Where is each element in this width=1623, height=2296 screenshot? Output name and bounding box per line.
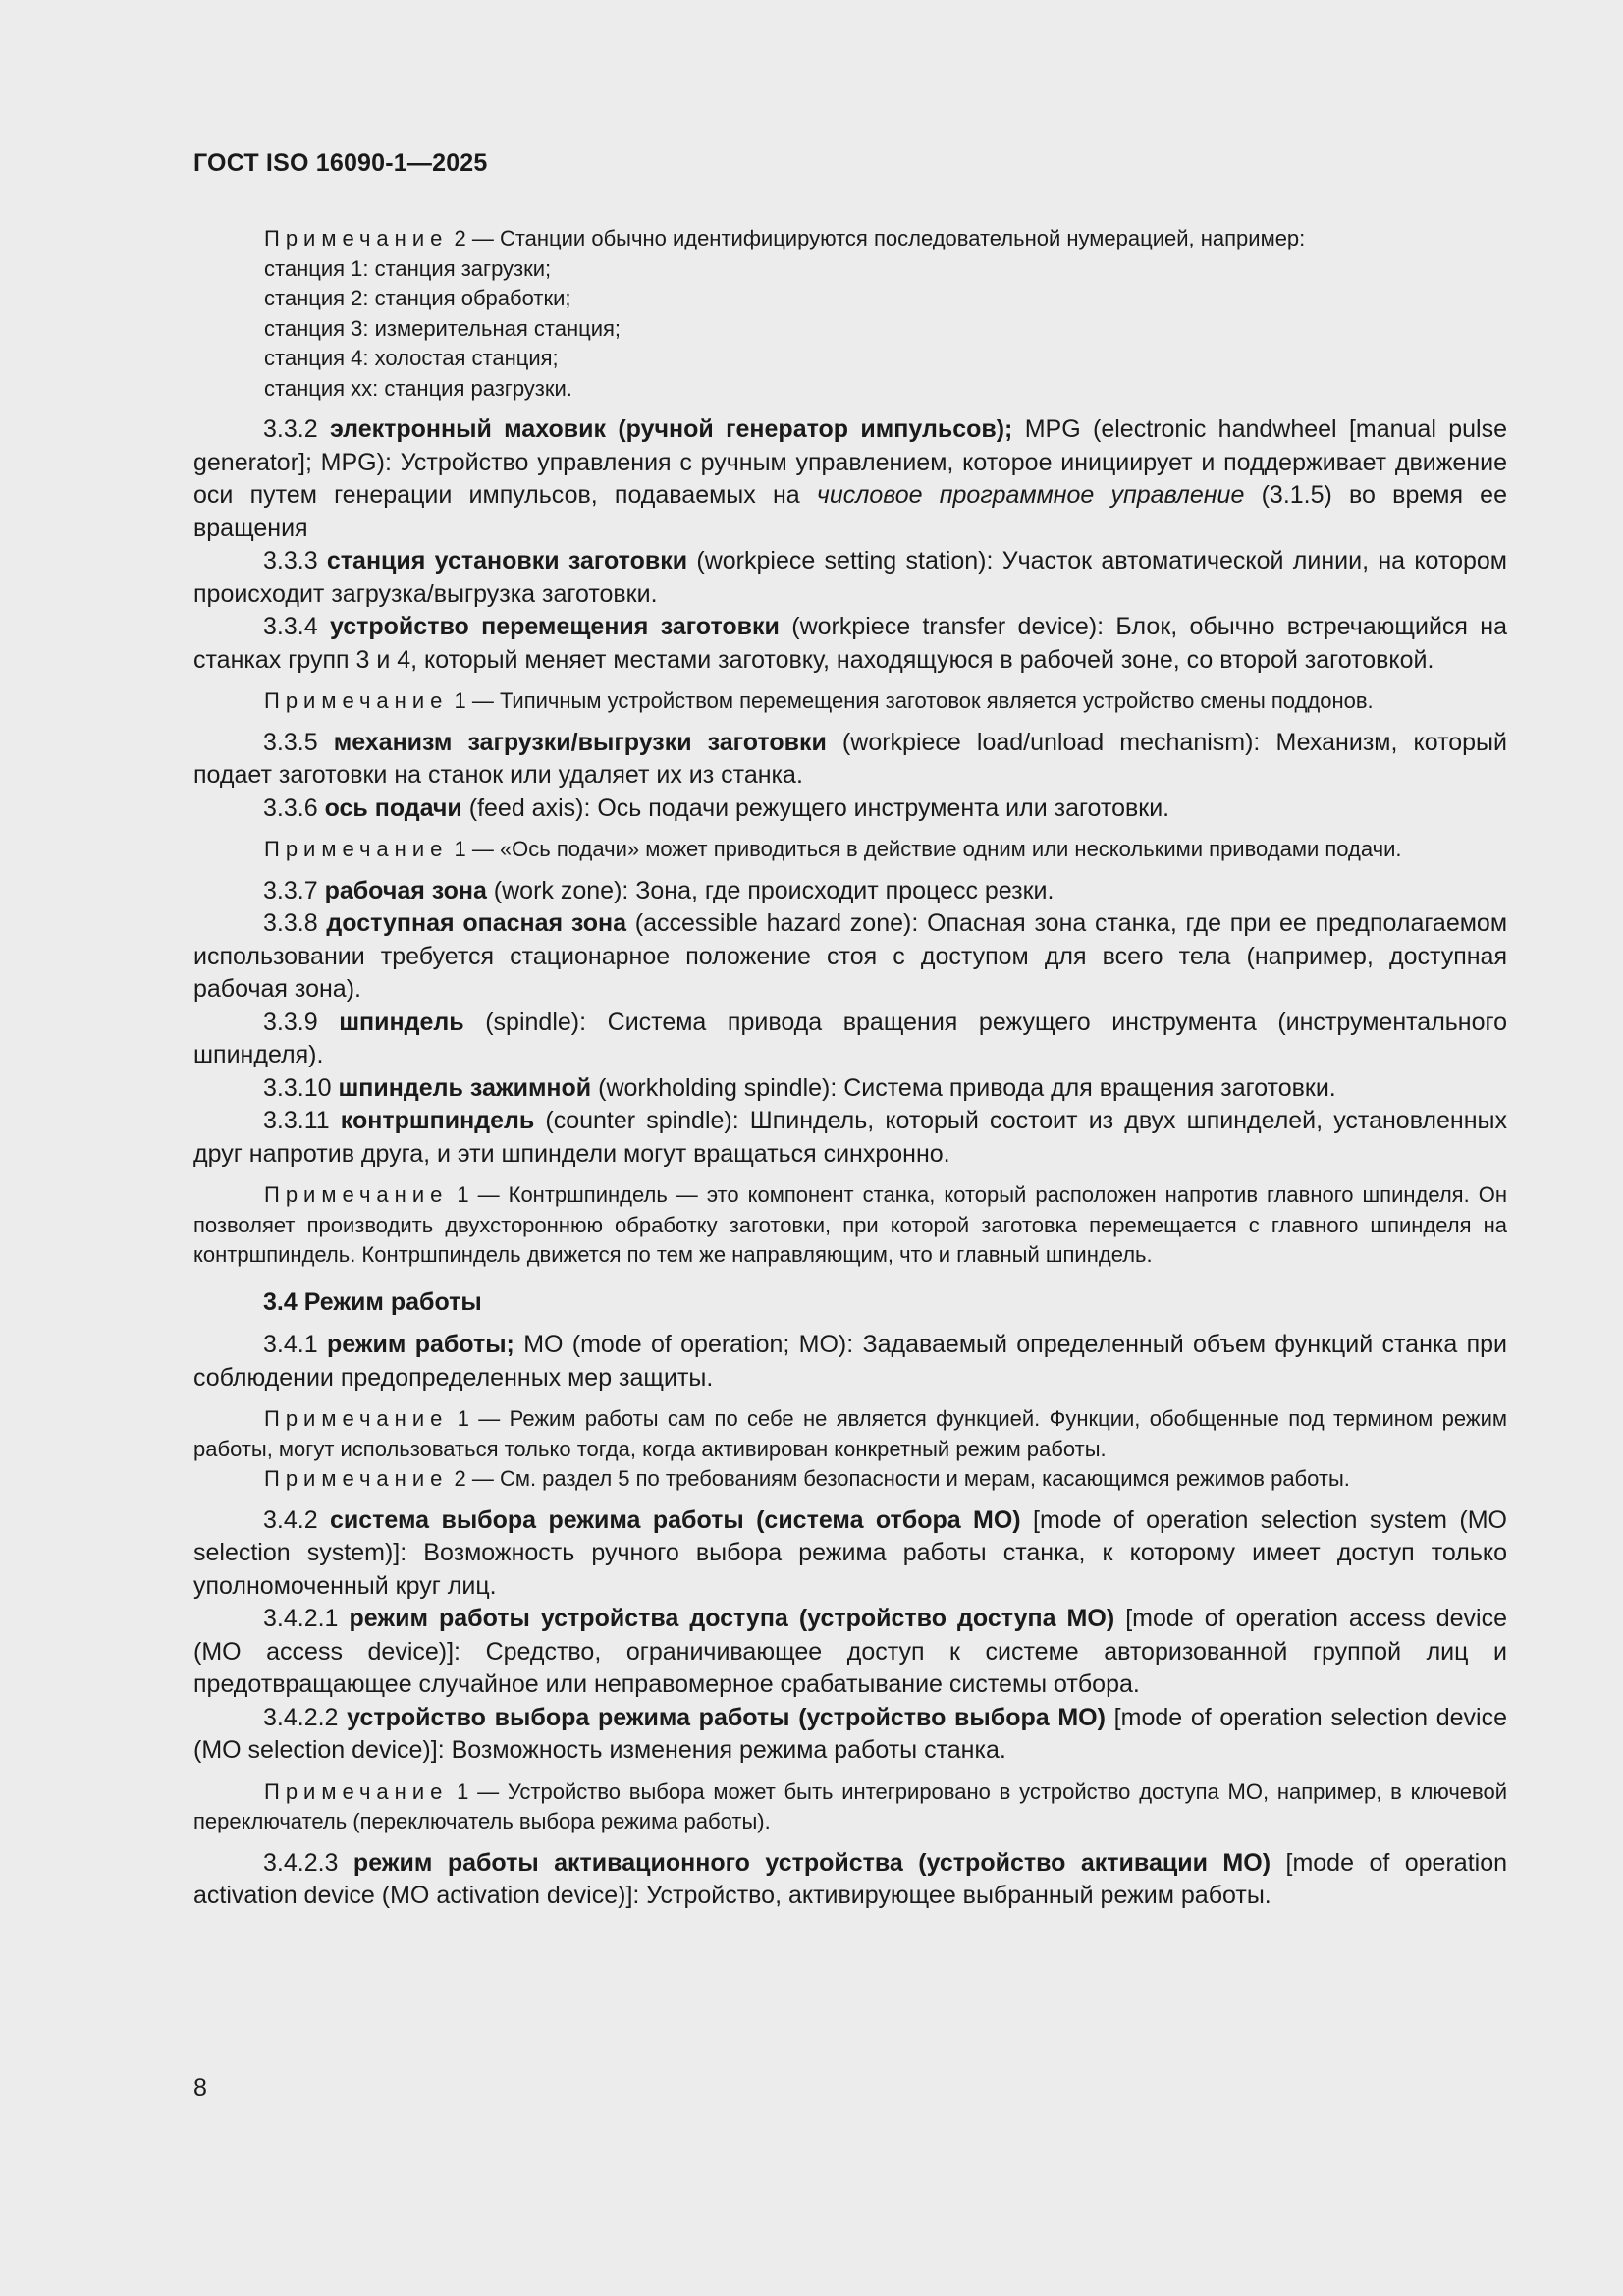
term-definition: (workpiece transfer device): Блок, обычно встречающийся на станках групп 3 и 4, который меняет местами заготовку, находящуюся в рабочей зоне, со второй заготовкой. <box>193 613 1507 674</box>
note-label: Примечание <box>264 1466 449 1491</box>
note-label: Примечание <box>264 1778 449 1804</box>
term-3-3-10 <box>193 1072 1507 1106</box>
term-definition: (accessible hazard zone): Опасная зона станка, где при ее предполагаемом использовании требуется стационарное положение стоя с доступом для всего тела (например, доступная рабочая зона). <box>193 909 1508 1003</box>
term-name: доступная опасная зона <box>326 909 626 937</box>
term-definition: [mode of operation access device (МО access device)]: Средство, ограничивающее доступ к системе авторизованной группой лиц и предотвращающее случайное или неправомерное срабатывание системы отбора. <box>193 1605 1508 1698</box>
term-definition: (feed axis): Ось подачи режущего инструмента или заготовки. <box>461 793 1170 822</box>
term-definition: (workholding spindle): Система привода для вращения заготовки. <box>591 1073 1336 1102</box>
term-name: механизм загрузки/выгрузки заготовки <box>333 728 827 756</box>
station-list-item: станция 3: измерительная станция; <box>264 315 622 341</box>
term-definition: (workpiece setting station): Участок автоматической линии, на котором происходит загрузка/выгрузка заготовки. <box>193 547 1507 608</box>
term-name: электронный маховик (ручной генератор импульсов); <box>329 415 1013 443</box>
note-number: 1 <box>457 1778 469 1804</box>
term-number: 3.3.3 <box>263 547 318 574</box>
note-text: — Устройство выбора может быть интегрировано в устройство доступа МО, например, в ключевой переключатель (переключатель выбора режима работы). <box>193 1778 1507 1833</box>
term-number: 3.3.9 <box>263 1008 318 1036</box>
term-3-3-3 <box>193 545 1507 611</box>
note-number: 2 <box>454 1466 466 1491</box>
term-number: 3.4.2 <box>263 1505 318 1534</box>
term-definition: (spindle): Система привода вращения режущего инструмента (инструментального шпинделя). <box>193 1008 1507 1068</box>
note-text: — Режим работы сам по себе не является функцией. Функции, обобщенные под термином режим работы, могут использоваться только тогда, когда активирован конкретный режим работы. <box>193 1406 1507 1461</box>
note-number: 1 <box>457 1406 469 1431</box>
term-number: 3.3.7 <box>263 876 318 904</box>
term-name: режим работы; <box>326 1331 514 1358</box>
term-name: контршпиндель <box>340 1107 535 1134</box>
term-3-3-4 <box>193 611 1507 677</box>
term-definition: МО (mode of operation; МО): Задаваемый определенный объем функций станка при соблюдении предопределенных мер защиты. <box>193 1331 1507 1392</box>
station-list-item: станция 4: холостая станция; <box>264 346 559 370</box>
term-name: устройство перемещения заготовки <box>329 613 780 640</box>
note-text: — См. раздел 5 по требованиям безопасности и мерам, касающимся режимов работы. <box>465 1466 1350 1491</box>
term-definition: (workpiece load/unload mechanism): Механизм, который подает заготовки на станок или удаляет их из станка. <box>193 728 1507 789</box>
term-definition: MPG (electronic handwheel [manual pulse generator]; MPG): Устройство управления с ручным управлением, которое инициирует и поддерживает движение оси путем генерации импульсов, подаваемых на <box>193 415 1507 509</box>
term-name: система выбора режима работы (система отбора МО) <box>330 1505 1021 1534</box>
note-3-3-4 <box>193 686 1507 717</box>
note-label: Примечание <box>264 1182 449 1207</box>
term-definition: (work zone): Зона, где происходит процесс резки. <box>486 876 1055 904</box>
term-name: рабочая зона <box>324 876 487 904</box>
term-3-3-7 <box>193 875 1507 908</box>
note-3-4-2-2 <box>193 1777 1507 1837</box>
note-number: 1 <box>457 1182 469 1207</box>
term-definition: [mode of operation activation device (МО activation device)]: Устройство, активирующее выбранный режим работы. <box>193 1848 1508 1909</box>
note-label: Примечание <box>264 226 449 250</box>
note-stations <box>193 224 1507 404</box>
note-label: Примечание <box>264 1406 449 1431</box>
section-heading-3-4: 3.4 Режим работы <box>263 1287 482 1316</box>
term-name: режим работы активационного устройства (устройство активации МО) <box>352 1848 1271 1877</box>
term-number: 3.3.4 <box>263 613 318 640</box>
term-3-3-2 <box>193 413 1507 545</box>
note-text: — Типичным устройством перемещения заготовок является устройство смены поддонов. <box>465 688 1374 713</box>
term-3-3-6 <box>193 793 1507 826</box>
page-header-standard-title: ГОСТ ISO 16090-1—2025 <box>193 149 488 177</box>
term-3-4-2-1 <box>193 1603 1507 1702</box>
note-text: — Контршпиндель — это компонент станка, который расположен напротив главного шпинделя. Он позволяет производить двухстороннюю обработку заготовки, при которой заготовка перемещается с главного шпинделя на контршпиндель. Контршпиндель движется по тем же направляющим, что и главный шпиндель. <box>193 1182 1507 1267</box>
note-number: 2 <box>454 226 466 250</box>
term-number: 3.4.2.1 <box>263 1605 339 1632</box>
term-name: станция установки заготовки <box>326 547 688 574</box>
term-reference: числовое программное управление <box>816 481 1245 509</box>
station-list-item: станция 2: станция обработки; <box>264 286 571 310</box>
term-3-3-11 <box>193 1105 1507 1171</box>
notes-3-4-1 <box>193 1404 1507 1495</box>
term-3-3-8 <box>193 907 1507 1007</box>
term-3-4-2 <box>193 1504 1507 1604</box>
page-content <box>193 224 1507 1913</box>
station-list-item: станция 1: станция загрузки; <box>264 255 552 281</box>
term-number: 3.3.10 <box>263 1073 332 1102</box>
term-number: 3.4.1 <box>263 1331 318 1358</box>
note-text: — Станции обычно идентифицируются последовательной нумерацией, например: <box>465 226 1306 250</box>
note-3-3-6 <box>193 835 1507 865</box>
station-list-item: станция хх: станция разгрузки. <box>264 375 572 401</box>
term-number: 3.3.6 <box>263 793 318 822</box>
note-text: — «Ось подачи» может приводиться в действие одним или несколькими приводами подачи. <box>465 837 1402 861</box>
term-definition: [mode of operation selection device (МО selection device)]: Возможность изменения режима работы станка. <box>193 1703 1507 1764</box>
term-name: шпиндель зажимной <box>338 1073 592 1102</box>
term-definition: (counter spindle): Шпиндель, который состоит из двух шпинделей, установленных друг напротив друга, и эти шпиндели могут вращаться синхронно. <box>193 1107 1507 1168</box>
term-number: 3.4.2.3 <box>263 1848 339 1877</box>
term-name: устройство выбора режима работы (устройство выбора МО) <box>347 1703 1106 1731</box>
term-name: шпиндель <box>339 1008 464 1036</box>
term-3-4-2-2 <box>193 1702 1507 1768</box>
note-number: 1 <box>454 837 466 861</box>
term-3-3-9 <box>193 1007 1507 1072</box>
note-label: Примечание <box>264 837 449 861</box>
term-name: ось подачи <box>324 793 462 822</box>
note-number: 1 <box>454 688 466 713</box>
note-3-3-11 <box>193 1180 1507 1271</box>
term-3-4-1 <box>193 1329 1507 1394</box>
term-3-4-2-3 <box>193 1847 1507 1913</box>
term-3-3-5 <box>193 727 1507 793</box>
term-number: 3.3.2 <box>263 415 318 443</box>
term-number: 3.3.8 <box>263 909 318 937</box>
term-definition-end: (3.1.5) во время ее вращения <box>193 481 1507 542</box>
term-number: 3.4.2.2 <box>263 1703 339 1731</box>
note-label: Примечание <box>264 688 449 713</box>
term-definition: [mode of operation selection system (МО selection system)]: Возможность ручного выбора режима работы станка, к которому имеет доступ только уполномоченный круг лиц. <box>193 1505 1507 1600</box>
term-name: режим работы устройства доступа (устройство доступа МО) <box>349 1605 1115 1632</box>
page-number: 8 <box>193 2074 207 2102</box>
term-number: 3.3.11 <box>263 1107 330 1134</box>
term-number: 3.3.5 <box>263 728 318 756</box>
